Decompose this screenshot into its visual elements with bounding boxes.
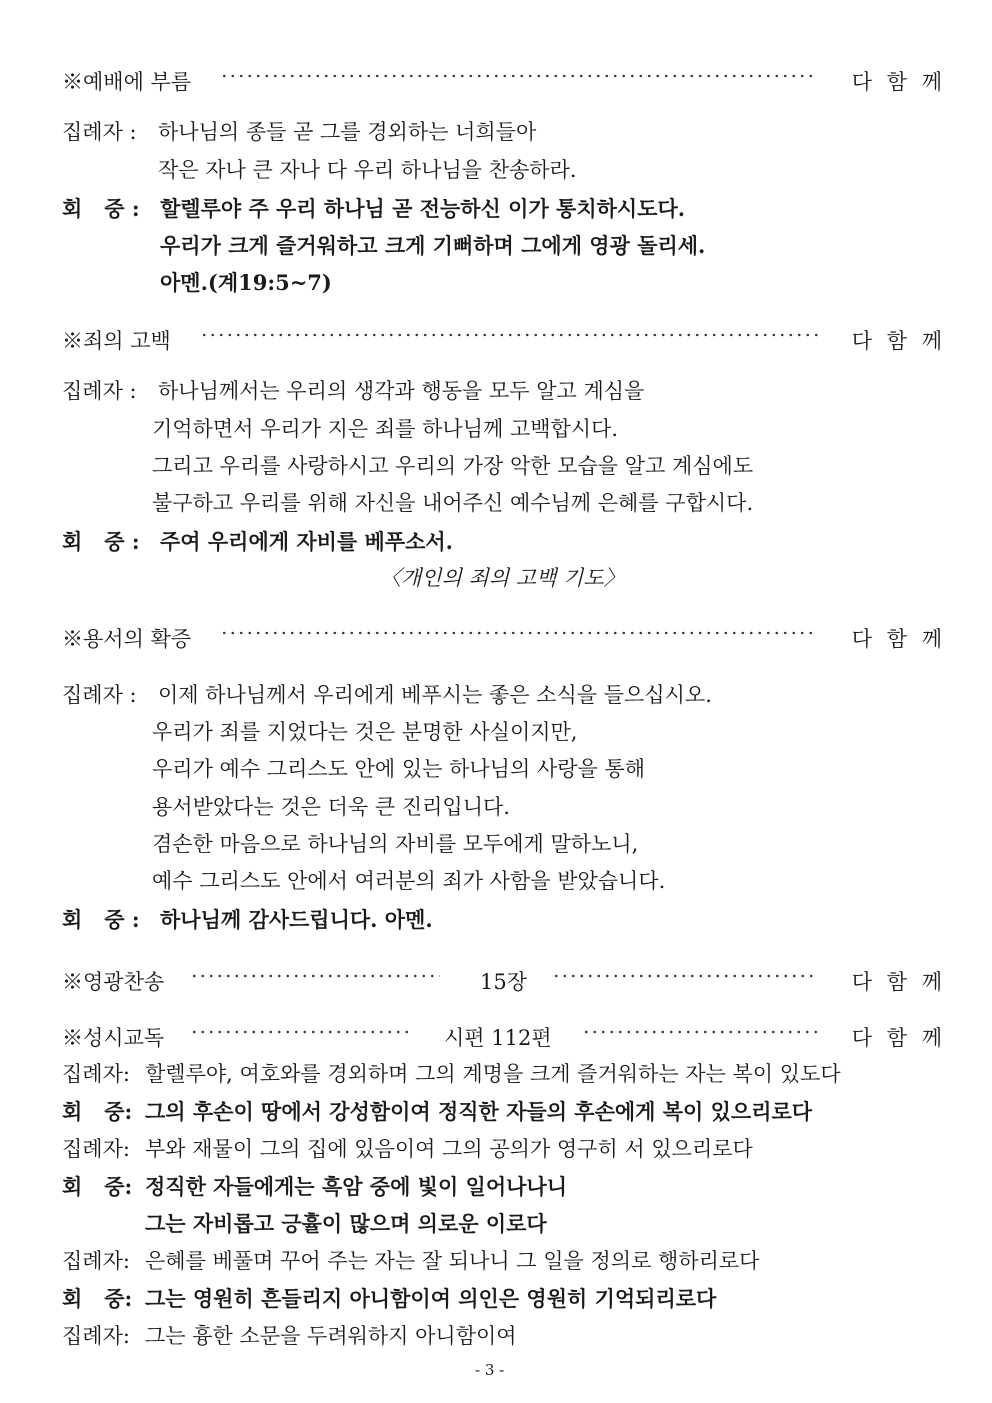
people-line: 아멘.(계19:5~7) [160, 270, 332, 295]
leader-label: 집례자 : [62, 120, 137, 144]
leader-line: 하나님께서는 우리의 생각과 행동을 모두 알고 계심을 [158, 379, 645, 403]
leader-line: 우리가 죄를 지었다는 것은 분명한 사실이지만, [152, 720, 578, 744]
section-header-responsive-reading [62, 1022, 946, 1048]
reading-line: 그의 후손이 땅에서 강성함이여 정직한 자들의 후손에게 복이 있으리로다 [145, 1099, 813, 1124]
participants: 다 함 께 [851, 329, 946, 353]
leader-label: 집례자 : [62, 683, 137, 707]
page-number: - 3 - [475, 1361, 505, 1379]
prayer-note: 〈개인의 죄의 고백 기도〉 [380, 566, 625, 590]
leader-dots [220, 74, 818, 78]
reading-label: 집례자: [62, 1062, 130, 1086]
participants: 다 함 께 [851, 970, 946, 994]
people-line: 주여 우리에게 자비를 베푸소서. [160, 529, 453, 554]
leader-dots [190, 1030, 410, 1034]
section-header-confession [62, 325, 946, 351]
reading-line: 그는 자비롭고 긍휼이 많으며 의로운 이로다 [145, 1211, 547, 1236]
people-line: 하나님께 감사드립니다. 아멘. [160, 907, 433, 932]
reading-line: 할렐루야, 여호와를 경외하며 그의 계명을 크게 즐거워하는 자는 복이 있도다 [145, 1062, 841, 1086]
people-line: 할렐루야 주 우리 하나님 곧 전능하신 이가 통치하시도다. [160, 196, 686, 221]
reading-label: 회 중: [62, 1174, 133, 1199]
leader-dots [220, 631, 818, 635]
leader-line: 하나님의 종들 곧 그를 경외하는 너희들아 [158, 120, 537, 144]
reading-label: 회 중: [62, 1099, 133, 1124]
section-title: ※용서의 확증 [62, 627, 192, 651]
leader-dots [200, 333, 818, 337]
section-title: ※예배에 부름 [62, 70, 192, 94]
leader-line: 불구하고 우리를 위해 자신을 내어주신 예수님께 은혜를 구합시다. [152, 491, 754, 515]
leader-line: 예수 그리스도 안에서 여러분의 죄가 사함을 받았습니다. [152, 869, 666, 893]
people-label: 회 중 : [62, 196, 140, 221]
reading-line: 은혜를 베풀며 꾸어 주는 자는 잘 되나니 그 일을 정의로 행하리로다 [145, 1249, 760, 1273]
leader-line: 그리고 우리를 사랑하시고 우리의 가장 악한 모습을 알고 계심에도 [152, 454, 754, 478]
people-label: 회 중 : [62, 529, 140, 554]
reading-line: 그는 흉한 소문을 두려워하지 아니함이여 [145, 1324, 517, 1348]
reading-line: 그는 영원히 흔들리지 아니함이여 의인은 영원히 기억되리로다 [145, 1286, 717, 1311]
leader-dots [190, 974, 440, 978]
section-header-assurance [62, 623, 946, 649]
section-header-gloria [62, 966, 946, 992]
psalm-reference: 시편 112편 [444, 1026, 552, 1050]
participants: 다 함 께 [851, 70, 946, 94]
people-line: 우리가 크게 즐거워하고 크게 기뻐하며 그에게 영광 돌리세. [160, 233, 706, 258]
leader-dots [582, 1030, 818, 1034]
leader-line: 작은 자나 큰 자나 다 우리 하나님을 찬송하라. [158, 158, 577, 182]
hymn-number: 15장 [480, 970, 528, 994]
section-title: ※영광찬송 [62, 970, 165, 994]
participants: 다 함 께 [851, 627, 946, 651]
leader-line: 기억하면서 우리가 지은 죄를 하나님께 고백합시다. [152, 417, 619, 441]
section-header-call-to-worship [62, 66, 946, 92]
section-title: ※성시교독 [62, 1026, 165, 1050]
leader-line: 용서받았다는 것은 더욱 큰 진리입니다. [152, 795, 510, 819]
reading-line: 정직한 자들에게는 흑암 중에 빛이 일어나나니 [145, 1174, 567, 1199]
section-title: ※죄의 고백 [62, 329, 171, 353]
reading-label: 회 중: [62, 1286, 133, 1311]
leader-dots [552, 974, 818, 978]
people-label: 회 중 : [62, 907, 140, 932]
leader-line: 이제 하나님께서 우리에게 베푸시는 좋은 소식을 들으십시오. [158, 683, 712, 707]
leader-label: 집례자 : [62, 379, 137, 403]
reading-label: 집례자: [62, 1324, 130, 1348]
leader-line: 겸손한 마음으로 하나님의 자비를 모두에게 말하노니, [152, 832, 639, 856]
reading-label: 집례자: [62, 1249, 130, 1273]
participants: 다 함 께 [851, 1026, 946, 1050]
leader-line: 우리가 예수 그리스도 안에 있는 하나님의 사랑을 통해 [152, 757, 646, 781]
reading-line: 부와 재물이 그의 집에 있음이여 그의 공의가 영구히 서 있으리로다 [145, 1137, 753, 1161]
reading-label: 집례자: [62, 1137, 130, 1161]
